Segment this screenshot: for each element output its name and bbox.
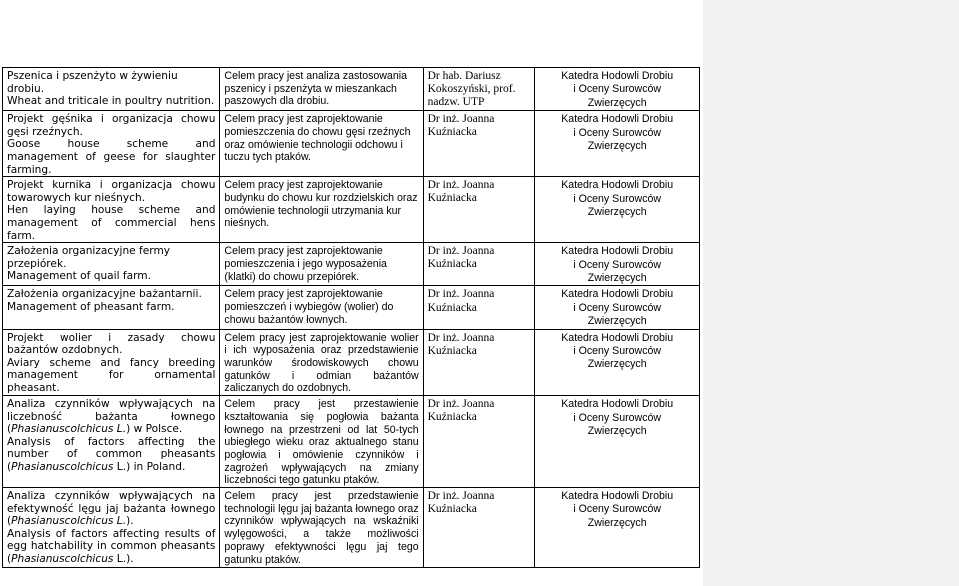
topic-title-pl: Projekt wolier i zasady chowu bażantów ozdobnych. [7,331,216,357]
goal-cell [220,286,423,329]
topic-text: Analysis of factors affecting results of egg hatchability in common pheasants ( [7,527,216,565]
topic-text: L.). [113,553,134,565]
topic-title-en: Management of pheasant farm. [7,300,175,313]
topic-title-pl: Projekt kurnika i organizacja chowu towarowych kur nieśnych. [7,179,216,204]
unit-line: i Oceny Surowców [573,301,662,314]
unit-cell [535,177,700,243]
table-row [3,488,700,568]
table-row [3,177,700,243]
topic-title-en: Management of quail farm. [7,270,151,283]
goal-cell [220,111,423,177]
unit-line: i Oceny Surowców [573,411,662,424]
supervisor-cell [423,177,535,243]
topic-title-en: Hen laying house scheme and management of commercial hens farm. [7,204,216,242]
latin-name: Phasianuscolchicus L. [11,423,127,436]
topic-title-pl: Założenia organizacyjne fermy przepiórek. [7,245,171,270]
topic-cell [3,329,220,396]
unit-cell [535,488,700,568]
goal-cell [220,488,423,568]
topic-text: Analysis of factors affecting the number of common pheasants ( [7,435,216,474]
topic-cell [3,396,220,488]
goal-text: Celem pracy jest analiza zastosowania pszenicy i pszenżyta w mieszankach paszowych dla drobiu. [224,70,407,108]
supervisor-cell [423,396,535,488]
unit-cell [535,329,700,396]
goal-cell [220,243,423,286]
unit-line: i Oceny Surowców [573,258,662,271]
unit-line: i Oceny Surowców [573,192,662,205]
topic-cell [3,488,220,568]
supervisor-cell [423,329,535,396]
supervisor-line: Kuźniacka [427,344,477,357]
topic-cell [3,111,220,177]
topic-cell [3,68,220,111]
latin-name: Phasianuscolchicus L. [11,515,127,528]
goal-text: Celem pracy jest zaprojektowanie pomieszczenia do chowu gęsi rzeźnych oraz omówienie technologii odchowu i tuczu tych ptaków. [224,113,411,164]
goal-text: Celem pracy jest zaprojektowanie pomieszczenia i jego wyposażenia (klatki) do chowu przepiórek. [224,245,387,283]
topic-title-en: Wheat and triticale in poultry nutrition. [7,95,215,108]
topic-title-en: Goose house scheme and management of geese for slaughter farming. [7,138,216,176]
unit-line: i Oceny Surowców [573,345,662,357]
unit-line: Zwierzęcych [587,424,647,437]
supervisor-line: Kuźniacka [427,258,477,271]
unit-line: Zwierzęcych [587,315,647,328]
grey-side-panel [703,0,959,586]
topic-cell [3,286,220,329]
table-row [3,286,700,329]
supervisor-line: Kuźniacka [427,503,477,516]
table-row [3,243,700,286]
goal-text: Celem pracy jest zaprojektowanie wolier i ich wyposażenia oraz przedstawienie warunków środowiskowych chowu gatunków i odmian bażantów zaliczanych do ozdobnych. [224,331,419,395]
table-row [3,329,700,396]
supervisor-line: Dr inż. Joanna [427,398,495,411]
topic-cell [3,177,220,243]
unit-line: Katedra Hodowli Drobiu [561,398,674,411]
unit-line: Zwierzęcych [587,516,647,529]
supervisor-cell [423,68,535,111]
unit-line: i Oceny Surowców [573,503,662,516]
supervisor-line: Dr inż. Joanna [427,331,495,344]
unit-line: Katedra Hodowli Drobiu [561,288,674,301]
goal-cell [220,177,423,243]
table-row [3,396,700,488]
supervisor-line: Kokoszyński, prof. [427,83,516,96]
unit-line: Katedra Hodowli Drobiu [561,179,674,192]
supervisor-line: Dr hab. Dariusz [427,70,501,82]
supervisor-line: Kuźniacka [427,126,477,139]
topic-text: ) w Polsce. [126,423,183,436]
supervisor-cell [423,286,535,329]
supervisor-cell [423,488,535,568]
latin-name: Phasianuscolchicus [11,553,114,565]
supervisor-line: Dr inż. Joanna [427,113,495,126]
topic-text: Analiza czynników wpływających na liczebność bażanta łownego ( [7,398,216,436]
unit-line: Zwierzęcych [587,206,647,218]
goal-text: Celem pracy jest przedstawienie technologii lęgu jaj bażanta łownego oraz czynników wpływających na wskaźniki wylęgowości, a także możliwości poprawy efektywności lęgu jaj tego gatunku ptaków. [224,490,419,566]
unit-line: Zwierzęcych [587,271,647,284]
unit-cell [535,396,700,488]
supervisor-line: Kuźniacka [427,411,477,424]
supervisor-line: Dr inż. Joanna [427,288,495,301]
goal-text: Celem pracy jest zaprojektowanie pomieszczeń i wybiegów (wolier) do chowu bażantów łownych. [224,288,394,326]
topic-text: Analiza czynników wpływających na efektywność lęgu jaj bażanta łownego ( [7,490,216,528]
unit-line: Zwierzęcych [587,140,647,153]
topic-title-en [7,528,215,566]
goal-text: Celem pracy jest przestawienie kształtowania się pogłowia bażanta łownego na przestrzeni od lat 50-tych ubiegłego wieku oraz aktualnego stanu pogłowia i omówienie czynników i zagrożeń wpływających na zmiany liczebności tego gatunku ptaków. [224,398,419,487]
topic-title-pl: Założenia organizacyjne bażantarnii. [7,288,202,301]
table-row [3,111,700,177]
unit-cell [535,68,700,111]
topic-title-en [7,436,215,474]
unit-line: i Oceny Surowców [573,83,662,96]
unit-line: Katedra Hodowli Drobiu [561,113,674,126]
unit-cell [535,243,700,286]
unit-cell [535,111,700,177]
goal-cell [220,329,423,396]
unit-cell [535,286,700,329]
unit-line: Katedra Hodowli Drobiu [561,245,674,258]
topic-title-pl: Pszenica i pszenżyto w żywieniu drobiu. [7,70,178,95]
topic-title-en: Aviary scheme and fancy breeding management for ornamental pheasant. [7,356,216,394]
thesis-topics-table [2,67,700,568]
supervisor-line: Dr inż. Joanna [427,245,495,258]
supervisor-cell [423,243,535,286]
goal-text: Celem pracy jest zaprojektowanie budynku do chowu kur rozdzielskich oraz omówienie technologii utrzymania kur nieśnych. [224,179,418,230]
unit-line: Katedra Hodowli Drobiu [561,70,674,82]
goal-cell [220,396,423,488]
topic-text: ). [126,515,134,528]
topic-title-pl [7,490,215,528]
topic-title-pl: Projekt gęśnika i organizacja chowu gęsi rzeźnych. [7,113,216,138]
unit-line: Zwierzęcych [587,96,647,109]
unit-line: Katedra Hodowli Drobiu [561,490,674,503]
goal-cell [220,68,423,111]
latin-name: Phasianuscolchicus [11,461,114,474]
unit-line: Katedra Hodowli Drobiu [561,331,674,344]
supervisor-line: Kuźniacka [427,301,477,314]
unit-line: Zwierzęcych [587,358,647,371]
supervisor-line: nadzw. UTP [427,96,485,109]
supervisor-line: Kuźniacka [427,192,477,205]
topic-cell [3,243,220,286]
supervisor-cell [423,111,535,177]
table-row [3,68,700,111]
unit-line: i Oceny Surowców [573,126,662,139]
topic-title-pl [7,398,215,436]
topic-text: L.) in Poland. [113,461,186,474]
supervisor-line: Dr inż. Joanna [427,179,495,192]
supervisor-line: Dr inż. Joanna [427,490,495,503]
